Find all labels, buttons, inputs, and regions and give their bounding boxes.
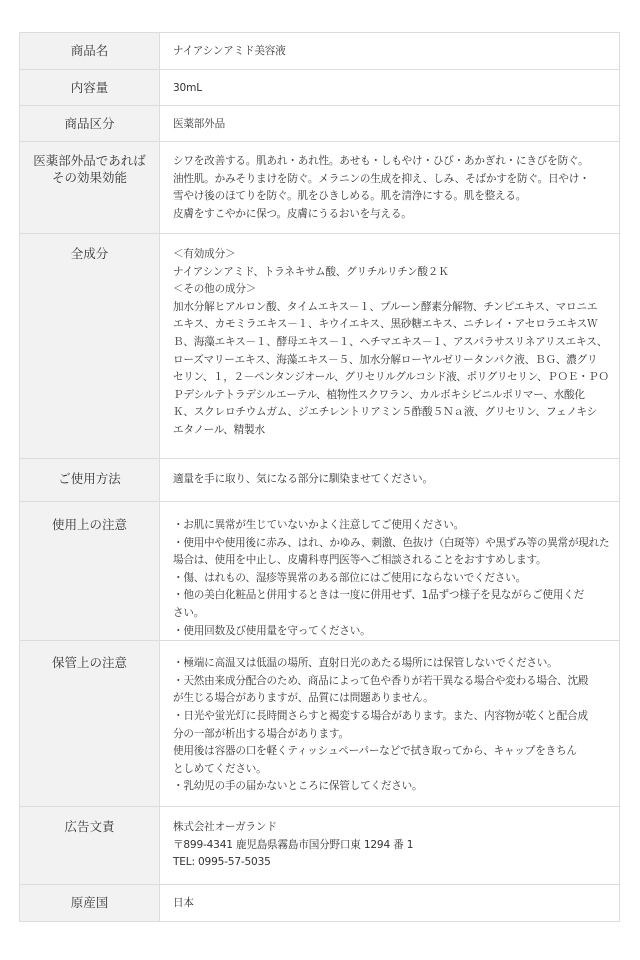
spec-label-storage-cautions	[20, 641, 160, 807]
spec-value-line: 使用後は容器の口を軽くティッシュペーパーなどで拭き取ってから、キャップをきちん	[173, 745, 577, 758]
spec-value-usage	[160, 459, 620, 502]
spec-label-advertiser	[20, 807, 160, 885]
spec-value-product-name	[160, 33, 620, 70]
spec-value-storage-cautions	[160, 641, 620, 807]
spec-value-line: 〒899-4341 鹿児島県霧島市国分野口東 1294 番 1	[173, 838, 414, 851]
product-spec-table	[19, 32, 620, 922]
spec-label-line: 広告文責	[64, 819, 115, 835]
spec-label-line: ご使用方法	[58, 471, 121, 486]
spec-value-line: 皮膚をすこやかに保つ。皮膚にうるおいを与える。	[173, 207, 412, 220]
spec-value-country-of-origin	[160, 885, 620, 922]
spec-value-line: ・極端に高温又は低温の場所、直射日光のあたる場所には保管しないでください。	[173, 657, 558, 670]
spec-value-line: ・傷、はれもの、湿疹等異常のある部位にはご使用にならないでください。	[173, 571, 526, 584]
spec-value-line: ・他の美白化粧品と併用するときは一度に併用せず、1品ずつ様子を見ながらご使用くだ	[173, 589, 585, 602]
spec-value-line: ＜その他の成分＞	[173, 283, 257, 296]
spec-value-line: 分の一部が析出する場合があります。	[173, 727, 349, 740]
spec-value-line: ・日光や蛍光灯に長時間さらすと褐変する場合があります。また、内容物が乾くと配合成	[173, 709, 588, 722]
spec-label-volume	[20, 70, 160, 106]
spec-value-line: Ｋ、スクレロチウムガム、ジエチレントリアミン５酢酸５Ｎａ液、グリセリン、フェノキシ	[173, 406, 598, 419]
spec-label-efficacy	[20, 142, 160, 234]
spec-value-volume	[160, 70, 620, 106]
spec-value-line: 場合は、使用を中止し、皮膚科専門医等へご相談されることをおすすめします。	[173, 554, 547, 567]
spec-value-line: ・天然由来成分配合のため、商品によって色や香りが若干異なる場合や変わる場合、沈殿	[173, 674, 589, 687]
spec-value-line: さい。	[173, 606, 205, 619]
spec-label-usage	[20, 459, 160, 502]
spec-value-advertiser	[160, 807, 620, 885]
spec-row-product-category	[20, 106, 620, 142]
spec-value-line: 医薬部外品	[173, 118, 225, 130]
spec-label-product-name	[20, 33, 160, 70]
spec-label-usage-cautions	[20, 502, 160, 641]
spec-value-line: 雪やけ後のほてりを防ぐ。肌をひきしめる。肌を清浄にする。肌を整える。	[173, 190, 527, 203]
spec-value-line: ナイアシンアミド、トラネキサム酸、グリチルリチン酸２Ｋ	[173, 265, 449, 278]
spec-label-line: 使用上の注意	[51, 517, 127, 532]
spec-label-country-of-origin	[20, 885, 160, 922]
spec-row-product-name	[20, 33, 620, 70]
spec-value-line: ＜有効成分＞	[173, 248, 236, 260]
spec-label-line: 医薬部外品であれば	[33, 153, 146, 168]
spec-value-line: シワを改善する。肌あれ・あれ性。あせも・しもやけ・ひび・あかぎれ・にきびを防ぐ。	[173, 155, 589, 167]
spec-value-line: 油性肌。かみそりまけを防ぐ。メラニンの生成を抑え、しみ、そばかすを防ぐ。日やけ・	[173, 172, 590, 185]
spec-row-volume	[20, 70, 620, 106]
spec-row-usage-cautions	[20, 502, 620, 641]
spec-row-efficacy	[20, 142, 620, 234]
spec-value-line: ナイアシンアミド美容液	[173, 45, 286, 57]
spec-value-usage-cautions	[160, 502, 620, 641]
spec-label-line: その効果効能	[51, 170, 127, 185]
product-spec-table-body	[20, 33, 620, 922]
spec-value-line: 適量を手に取り、気になる部分に馴染ませてください。	[173, 473, 433, 485]
spec-value-line: Ｐデシルテトラデシルエーテル、植物性スクワラン、カルボキシビニルポリマー、水酸化	[173, 388, 585, 401]
spec-label-product-category	[20, 106, 160, 142]
spec-label-ingredients	[20, 234, 160, 459]
spec-value-line: ・使用回数及び使用量を守ってください。	[173, 624, 371, 637]
spec-row-country-of-origin	[20, 885, 620, 922]
spec-value-ingredients	[160, 234, 620, 459]
spec-value-line: セリン、１，２－ペンタンジオール、グリセリルグルコシド液、ポリグリセリン、ＰＯＥ・ＰＯ	[173, 371, 609, 384]
spec-row-storage-cautions	[20, 641, 620, 807]
spec-label-line: 商品区分	[64, 116, 115, 131]
spec-value-line: エタノール、精製水	[173, 423, 265, 436]
spec-value-line: 30mL	[173, 82, 202, 94]
spec-value-line: ・乳幼児の手の届かないところに保管してください。	[173, 780, 423, 793]
spec-value-line: TEL: 0995-57-5035	[173, 856, 271, 869]
spec-value-product-category	[160, 106, 620, 142]
spec-label-line: 商品名	[70, 43, 109, 58]
spec-row-usage	[20, 459, 620, 502]
spec-row-ingredients	[20, 234, 620, 459]
spec-label-line: 保管上の注意	[51, 655, 127, 671]
spec-label-line: 原産国	[70, 895, 109, 911]
spec-value-line: ・使用中や使用後に赤み、はれ、かゆみ、刺激、色抜け（白斑等）や黒ずみ等の異常が現れた	[173, 536, 610, 549]
spec-label-line: 内容量	[70, 80, 109, 95]
spec-value-line: 加水分解ヒアルロン酸、タイムエキス－１、プルーン酵素分解物、チンピエキス、マロニエ	[173, 300, 598, 313]
spec-value-line: ・お肌に異常が生じていないかよく注意してご使用ください。	[173, 519, 465, 531]
spec-value-line: が生じる場合がありますが、品質には問題ありません。	[173, 692, 434, 705]
spec-value-line: 株式会社オーガランド	[173, 821, 277, 834]
spec-row-advertiser	[20, 807, 620, 885]
spec-value-line: ローズマリーエキス、海藻エキス－５、加水分解ローヤルゼリータンパク液、ＢＧ、濃グリ	[173, 353, 598, 366]
spec-value-line: エキス、カモミラエキス－１、キウイエキス、黒砂糖エキス、ニチレイ・アセロラエキスＷ	[173, 318, 598, 331]
spec-value-efficacy	[160, 142, 620, 234]
spec-label-line: 全成分	[70, 246, 109, 261]
spec-value-line: としめてください。	[173, 762, 267, 775]
spec-value-line: Ｂ、海藻エキス－１、酵母エキス－１、ヘチマエキス－１、アスパラサスリネアリスエキス、	[173, 335, 608, 348]
spec-value-line: 日本	[173, 897, 194, 910]
